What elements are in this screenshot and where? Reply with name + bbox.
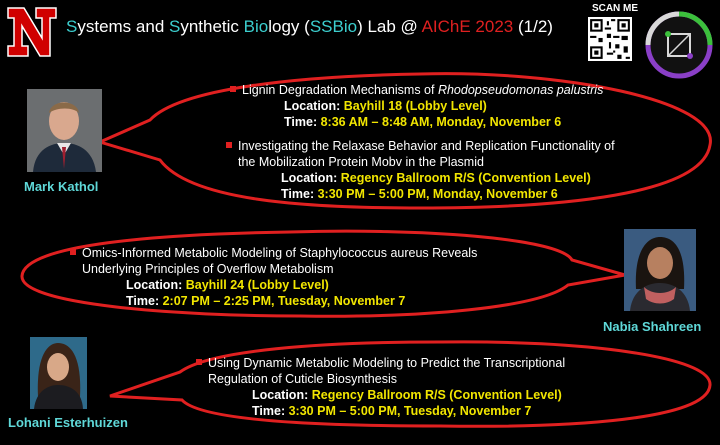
talk-title-cont: the Mobilization Protein Mobv in the Plasmid — [238, 155, 484, 169]
university-n-logo — [6, 4, 58, 60]
talk-time: Time: 2:07 PM – 2:25 PM, Tuesday, November 7 — [126, 294, 406, 308]
title-segment: S — [169, 17, 181, 36]
title-segment: AIChE 2023 — [421, 17, 514, 36]
talk-block — [226, 138, 615, 202]
title-segment: logy ( — [268, 17, 310, 36]
mark-kathol-photo — [27, 89, 102, 172]
scan-me-label: SCAN ME — [591, 3, 639, 14]
talk-time: Time: 8:36 AM – 8:48 AM, Monday, November 6 — [284, 115, 562, 129]
presenter-name: Mark Kathol — [24, 179, 99, 194]
title-segment: S — [66, 17, 78, 36]
title-segment: Bio — [243, 17, 269, 36]
talk-title-cont: Underlying Principles of Overflow Metabolism — [82, 262, 334, 276]
talk-location: Location: Bayhill 18 (Lobby Level) — [284, 99, 487, 113]
talk-location: Location: Bayhill 24 (Lobby Level) — [126, 278, 329, 292]
talk-time: Time: 3:30 PM – 5:00 PM, Tuesday, November 7 — [252, 404, 532, 418]
talk-block — [230, 82, 603, 130]
presenter-name: Nabia Shahreen — [603, 319, 702, 334]
talk-title-cont: Regulation of Cuticle Biosynthesis — [208, 372, 397, 386]
presenter-name: Lohani Esterhuizen — [8, 415, 128, 430]
talk-title: Omics-Informed Metabolic Modeling of Staphylococcus aureus Reveals — [70, 245, 477, 261]
title-segment: ynthetic — [180, 17, 244, 36]
talk-title: Investigating the Relaxase Behavior and Replication Functionality of — [226, 138, 615, 154]
title-segment: SSBio — [309, 17, 358, 36]
talk-location: Location: Regency Ballroom R/S (Convention Level) — [281, 171, 591, 185]
lab-logo-icon — [644, 10, 714, 80]
talk-block — [70, 245, 477, 309]
title-segment: ystems and — [77, 17, 169, 36]
lohani-esterhuizen-photo — [30, 337, 87, 409]
bullet-icon — [70, 249, 76, 255]
talk-time: Time: 3:30 PM – 5:00 PM, Monday, November 6 — [281, 187, 558, 201]
bullet-icon — [226, 142, 232, 148]
title-segment: ) Lab @ — [357, 17, 422, 36]
qr-code-icon — [588, 17, 632, 61]
talk-location: Location: Regency Ballroom R/S (Convention Level) — [252, 388, 562, 402]
talk-title: Lignin Degradation Mechanisms of Rhodopseudomonas palustris — [230, 82, 603, 98]
page-title — [66, 17, 553, 37]
nabia-shahreen-photo — [624, 229, 696, 311]
bullet-icon — [230, 86, 236, 92]
title-segment: (1/2) — [513, 17, 553, 36]
talk-title: Using Dynamic Metabolic Modeling to Predict the Transcriptional — [196, 355, 565, 371]
bullet-icon — [196, 359, 202, 365]
talk-block — [196, 355, 565, 419]
